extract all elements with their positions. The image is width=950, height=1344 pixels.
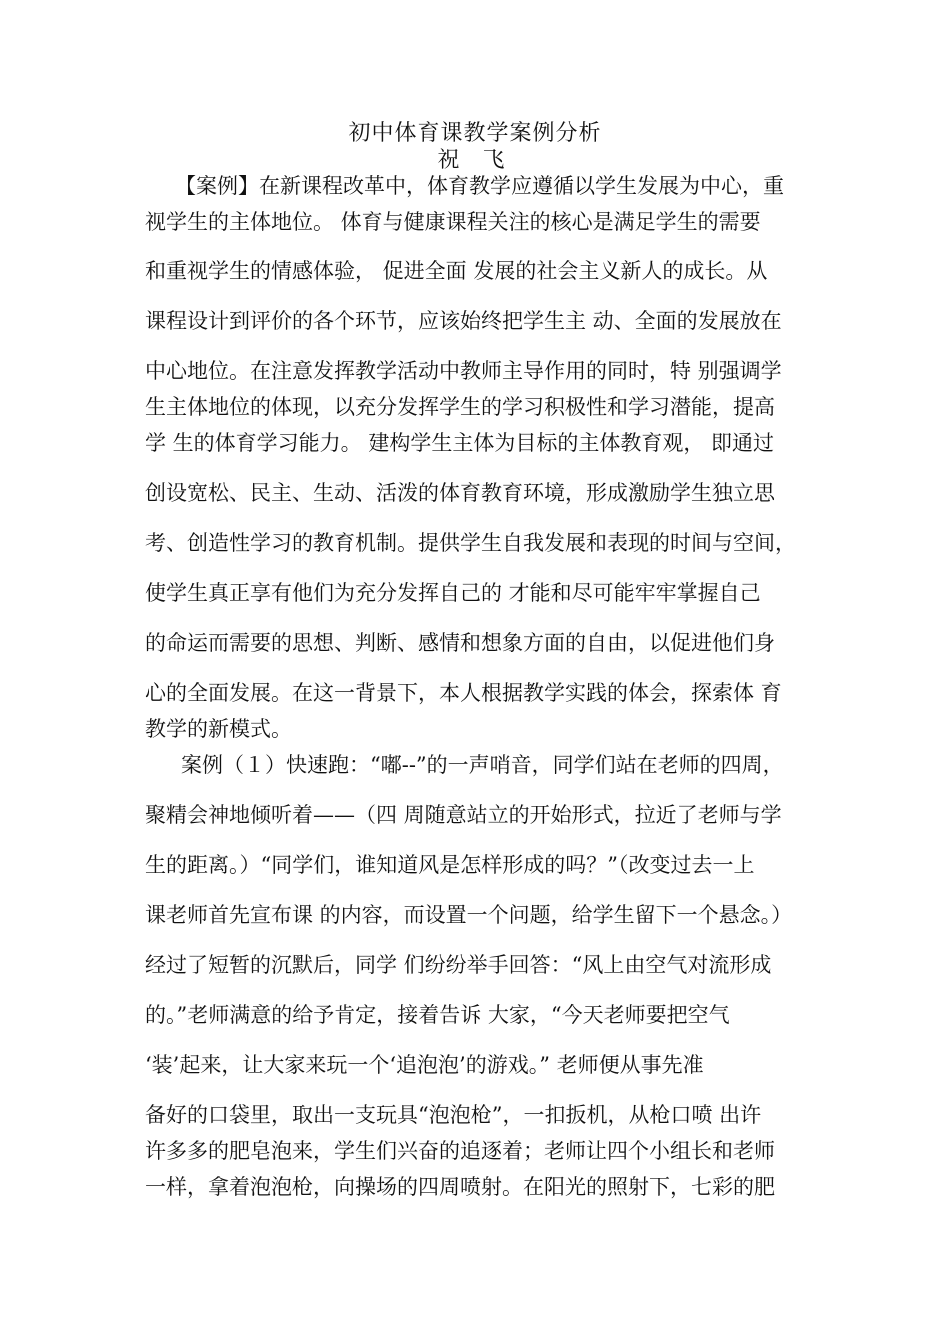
- document-title: 初中体育课教学案例分析: [348, 121, 602, 146]
- document-author: 祝 飞: [437, 148, 513, 173]
- text-line: 案例（１）快速跑：“嘟--”的一声哨音，同学们站在老师的四周，: [181, 753, 784, 777]
- text-line: 和重视学生的情感体验， 促进全面 发展的社会主义新人的成长。从: [145, 259, 768, 283]
- text-line: 的命运而需要的思想、判断、感情和想象方面的自由，以促进他们身: [145, 631, 775, 655]
- text-line: 考、创造性学习的教育机制。提供学生自我发展和表现的时间与空间，: [145, 531, 796, 555]
- text-line: 许多多的肥皂泡来，学生们兴奋的追逐着；老师让四个小组长和老师: [145, 1139, 775, 1163]
- text-line: 生主体地位的体现，以充分发挥学生的学习积极性和学习潜能，提高: [145, 395, 775, 419]
- text-line: 课程设计到评价的各个环节，应该始终把学生主 动、全面的发展放在: [145, 309, 782, 333]
- text-line: 课老师首先宣布课 的内容，而设置一个问题，给学生留下一个悬念。）: [145, 903, 793, 927]
- text-line: 聚精会神地倾听着——（四 周随意站立的开始形式，拉近了老师与学: [145, 803, 782, 827]
- text-line: ‘装’起来，让大家来玩一个‘追泡泡’的游戏。” 老师便从事先准: [145, 1053, 704, 1077]
- text-line: 的。”老师满意的给予肯定，接着告诉 大家，“今天老师要把空气: [145, 1003, 730, 1027]
- text-line: 学 生的体育学习能力。 建构学生主体为目标的主体教育观， 即通过: [145, 431, 775, 455]
- text-line: 心的全面发展。在这一背景下，本人根据教学实践的体会，探索体 育: [145, 681, 782, 705]
- text-line: 创设宽松、民主、生动、活泼的体育教育环境，形成激励学生独立思: [145, 481, 775, 505]
- text-line: 经过了短暂的沉默后，同学 们纷纷举手回答：“风上由空气对流形成: [145, 953, 772, 977]
- text-line: 备好的口袋里，取出一支玩具“泡泡枪”，一扣扳机，从枪口喷 出许: [145, 1103, 762, 1127]
- text-line: 一样，拿着泡泡枪，向操场的四周喷射。在阳光的照射下，七彩的肥: [145, 1175, 775, 1199]
- text-line: 视学生的主体地位。 体育与健康课程关注的核心是满足学生的需要: [145, 210, 761, 234]
- text-line: 【案例】在新课程改革中，体育教学应遵循以学生发展为中心，重: [175, 174, 784, 198]
- text-line: 生的距离。）“同学们，谁知道风是怎样形成的吗？”（改变过去一上: [145, 853, 755, 877]
- text-line: 中心地位。在注意发挥教学活动中教师主导作用的同时，特 别强调学: [145, 359, 782, 383]
- text-line: 教学的新模式。: [145, 717, 292, 741]
- text-line: 使学生真正享有他们为充分发挥自己的 才能和尽可能牢牢掌握自己: [145, 581, 761, 605]
